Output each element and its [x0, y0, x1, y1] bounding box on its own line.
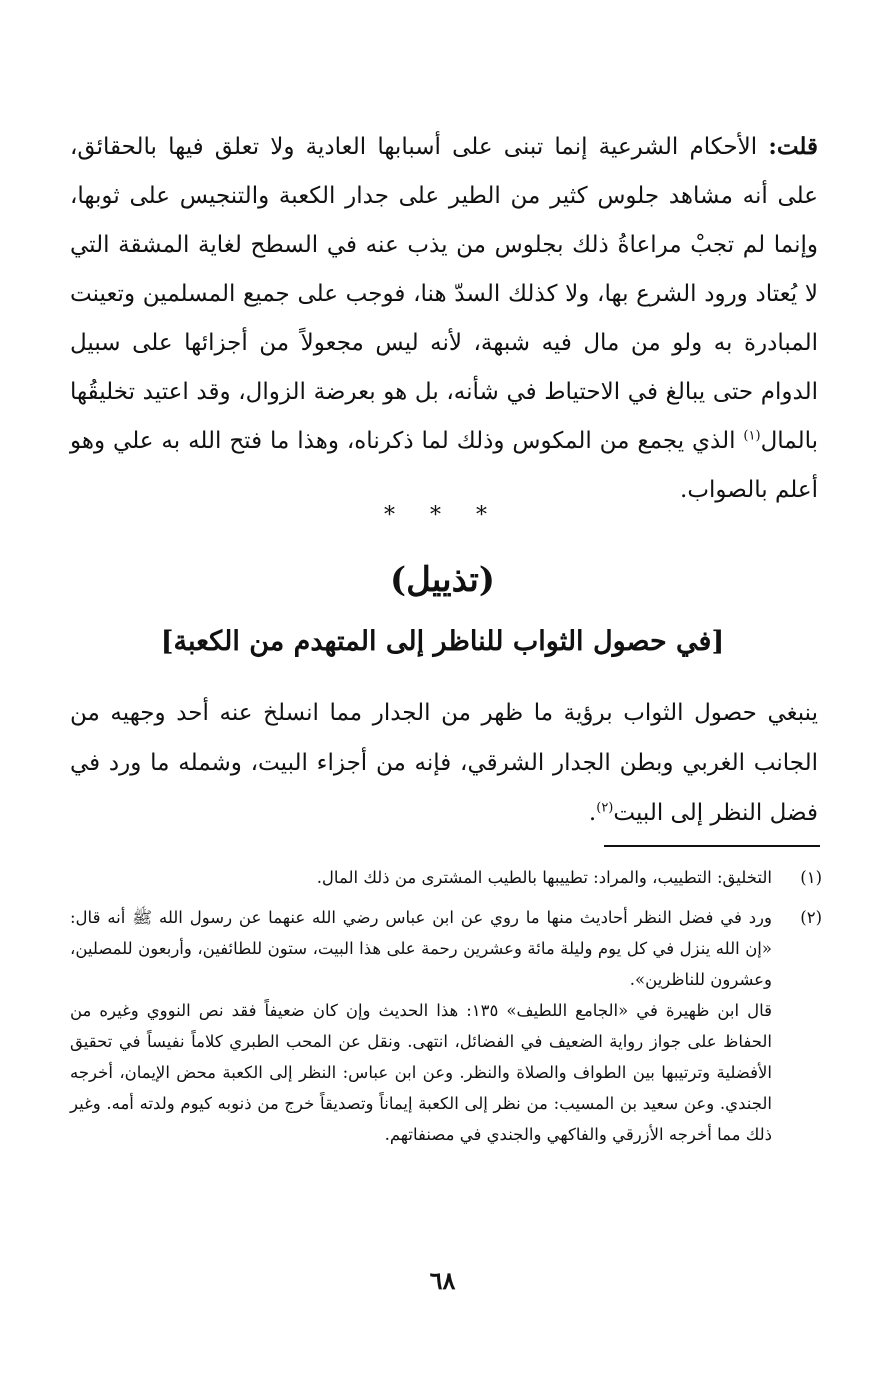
main-paragraph-end: الذي يجمع من المكوس وذلك لما ذكرناه، وهذا ما فتح الله به علي وهو أعلم بالصواب. — [70, 428, 818, 503]
footnote-2-number: (٢) — [800, 908, 822, 927]
footnote-1 — [70, 862, 822, 893]
footnote-ref-1: (١) — [743, 428, 761, 444]
footnote-2 — [70, 902, 822, 1150]
footnote-1-number: (١) — [800, 868, 822, 887]
section-paragraph-text: ينبغي حصول الثواب برؤية ما ظهر من الجدار مما انسلخ عنه أحد وجهيه من الجانب الغربي وبطن الجدار الشرقي، فإنه من أجزاء البيت، وشمله ما ورد في فضل النظر إلى البيت — [70, 700, 818, 826]
footnote-2-paragraph-1: ورد في فضل النظر أحاديث منها ما روي عن ابن عباس رضي الله عنهما عن رسول الله ﷺ أنه قال: «إن الله ينزل في كل يوم وليلة مائة وعشرين رحمة على هذا البيت، ستون للطائفين، وأربعون للمصلين، وعشرون للناظرين». — [70, 908, 772, 989]
footnote-1-text: التخليق: التطييب، والمراد: تطييبها بالطيب المشترى من ذلك المال. — [316, 868, 772, 887]
footnote-2-paragraph-2: قال ابن ظهيرة في «الجامع اللطيف» ١٣٥: هذا الحديث وإن كان ضعيفاً فقد نص النووي وغيره من الحفاظ على جواز رواية الضعيف في الفضائل، انتهى. ونقل عن المحب الطبري كلاماً نفيساً في تحقيق الأفضلية وترتيبها بين الطواف والصلاة والنظر. وعن ابن عباس: النظر إلى الكعبة محض الإيمان، أخرجه الجندي. وعن سعيد بن المسيب: من نظر إلى الكعبة إيماناً وتصديقاً خرج من ذنوبه كيوم ولدته أمه. وغير ذلك مما أخرجه الأزرقي والفاكهي والجندي في مصنفاتهم. — [70, 1001, 772, 1144]
main-paragraph — [70, 122, 818, 515]
footnote-divider — [604, 845, 820, 847]
section-paragraph — [70, 688, 818, 838]
section-title: (تذييل) — [390, 560, 495, 600]
section-subtitle: [في حصول الثواب للناظر إلى المتهدم من الكعبة] — [160, 626, 725, 657]
footnote-ref-2: (٢) — [596, 800, 614, 816]
section-paragraph-end: . — [588, 800, 597, 826]
section-separator: * * * — [384, 503, 501, 528]
footnote-2-body — [70, 902, 772, 1150]
paragraph-lead-word: قلت: — [768, 133, 819, 160]
page-number: ٦٨ — [429, 1266, 456, 1295]
main-paragraph-text: الأحكام الشرعية إنما تبنى على أسبابها العادية ولا تعلق فيها بالحقائق، على أنه مشاهد جلوس كثير من الطير على جدار الكعبة والتنجيس على ثوبها، وإنما لم تجبْ مراعاةُ ذلك بجلوس من يذب عنه في السطح لغاية المشقة التي لا يُعتاد ورود الشرع بها، ولا كذلك السدّ هنا، فوجب على جميع المسلمين وتعينت المبادرة به ولو من مال فيه شبهة، لأنه ليس مجعولاً من أجزائها على سبيل الدوام حتى يبالغ في الاحتياط في شأنه، بل هو بعرضة الزوال، وقد اعتيد تخليقُها بالمال — [70, 134, 818, 454]
